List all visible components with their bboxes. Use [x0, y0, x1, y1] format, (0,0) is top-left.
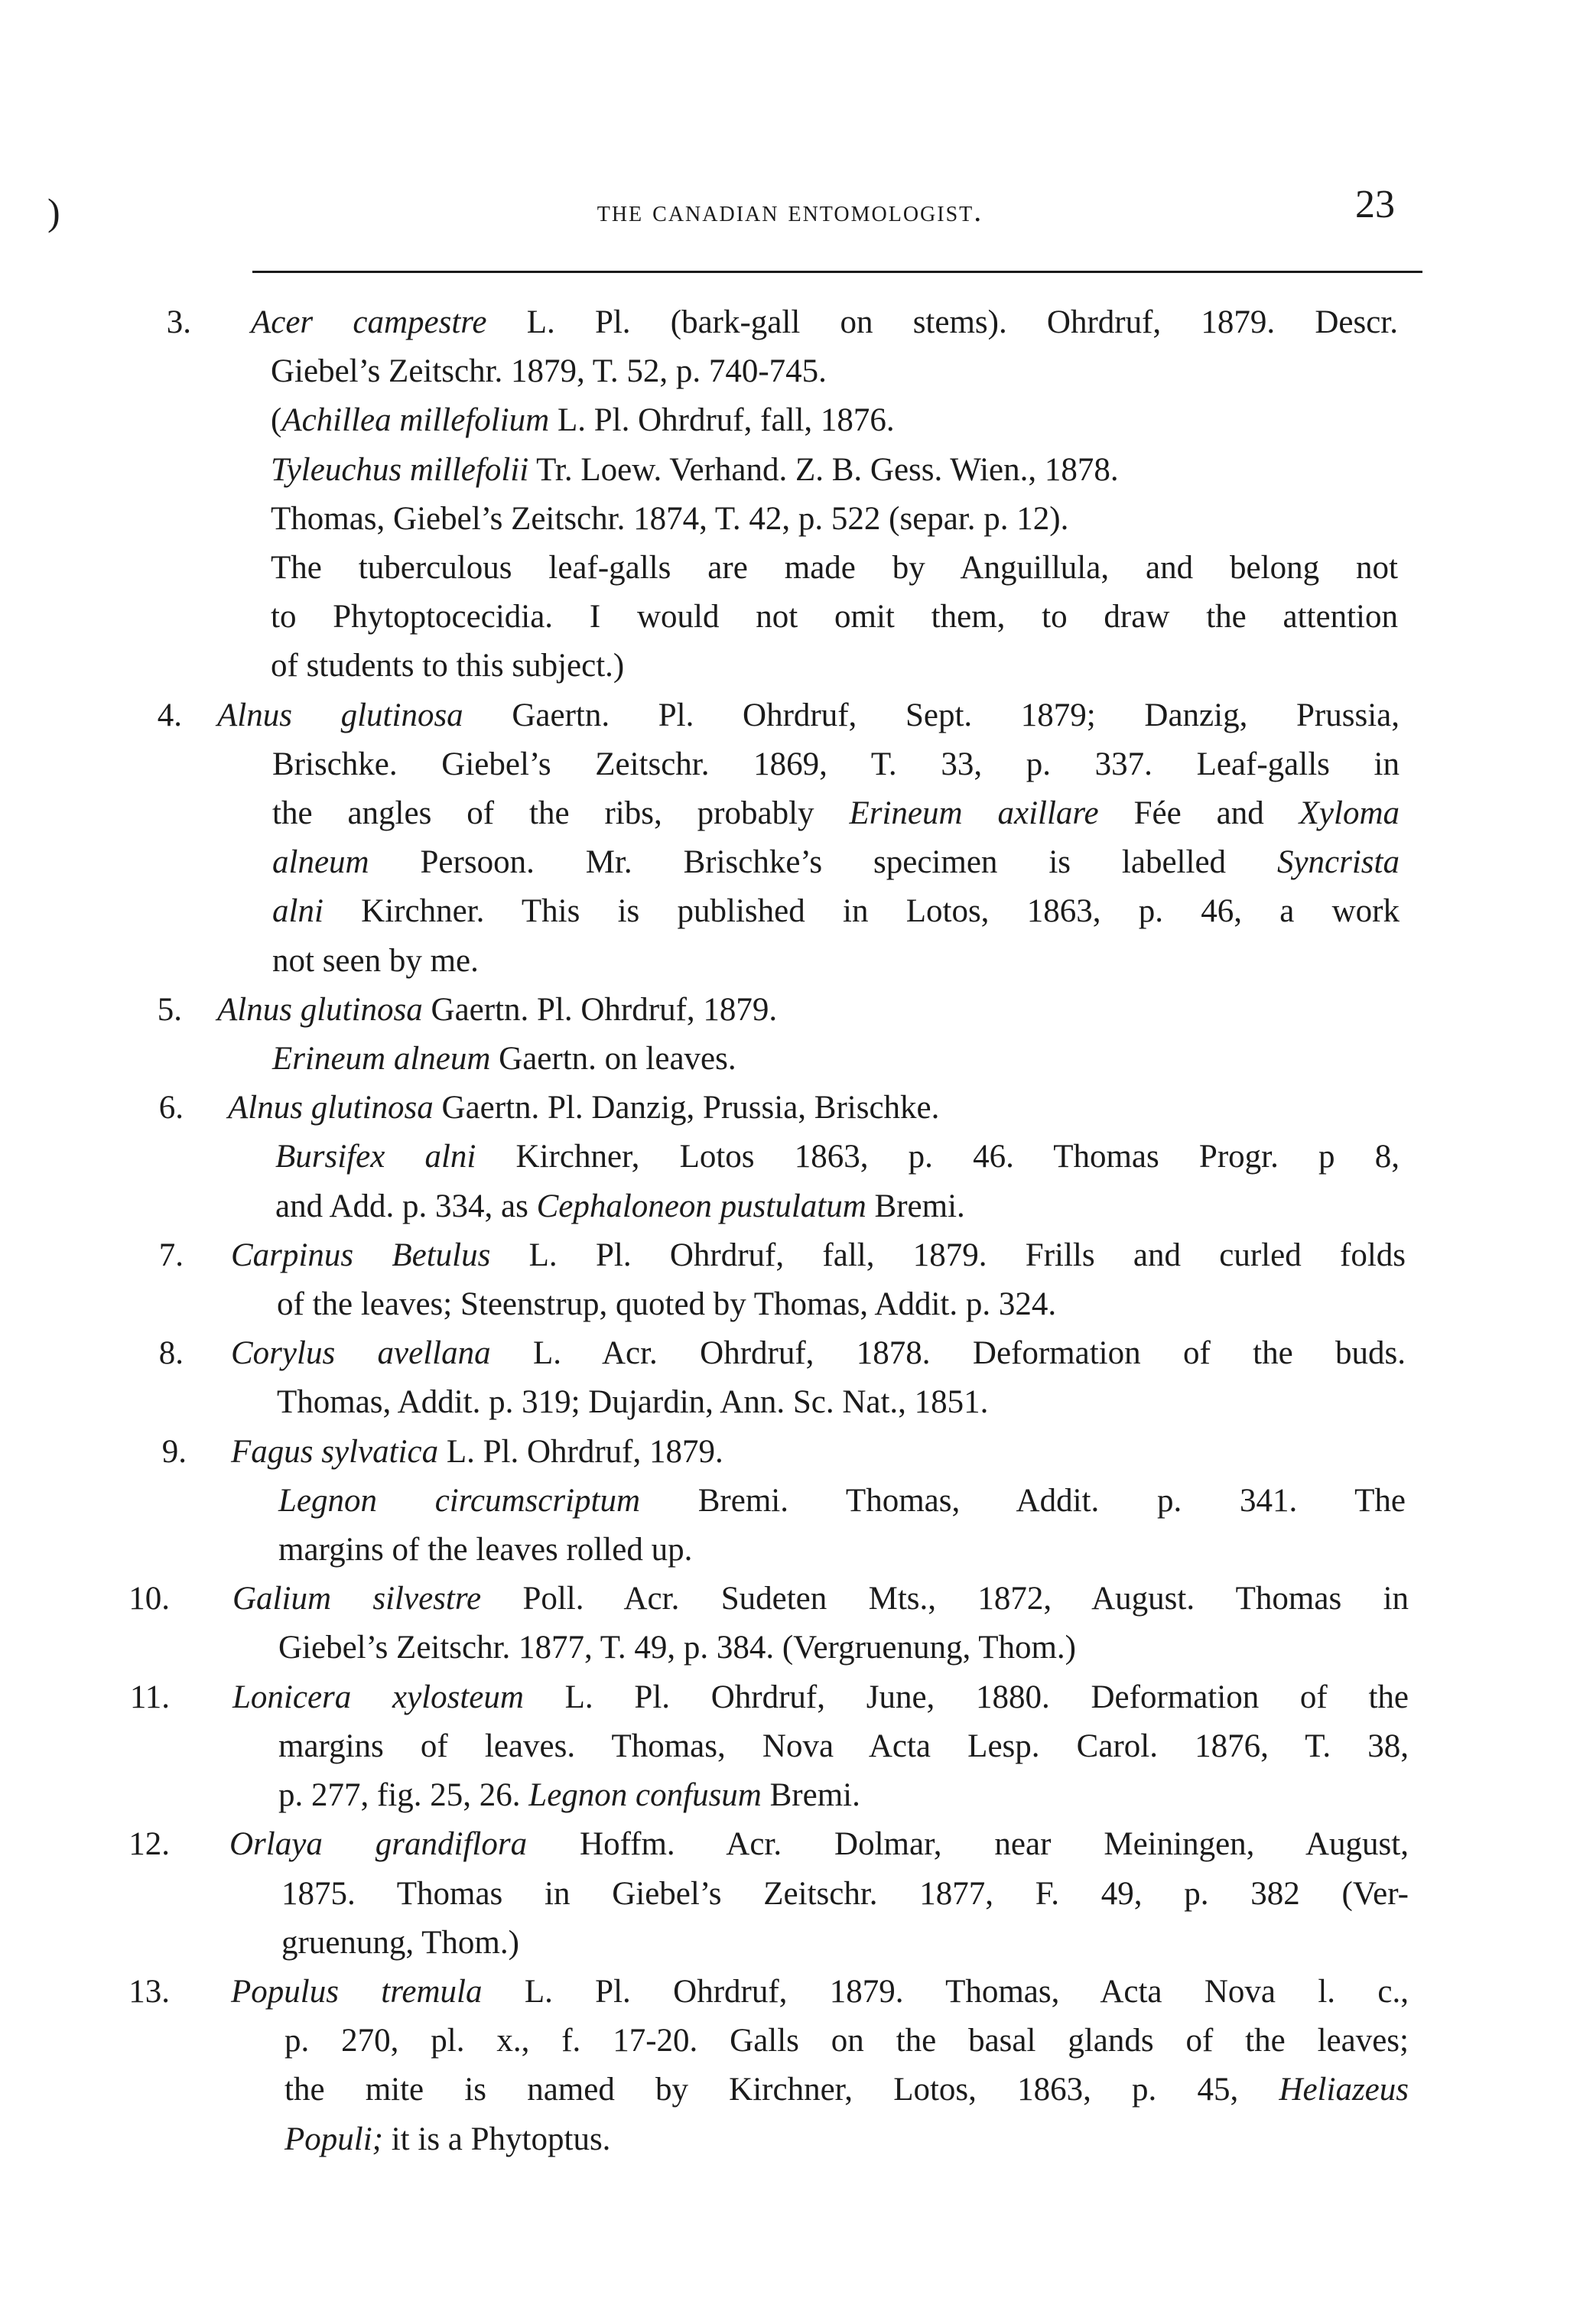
header-rule [252, 271, 1422, 273]
entry [0, 1673, 1580, 1821]
line-text: p. 277, fig. 25, 26. [278, 1777, 529, 1814]
line-text: Tr. Loew. Verhand. Z. B. Gess. Wien., 1878. [528, 451, 1119, 488]
line-text: Giebel’s Zeitschr. 1877, T. 49, p. 384. (Vergruenung, Thom.) [278, 1630, 1077, 1666]
line-text: L. Acr. Ohrdruf, 1878. Deformation of the buds. [490, 1335, 1406, 1372]
entry-number: 11. [129, 1679, 170, 1715]
taxon-name: Legnon confusum [528, 1777, 762, 1814]
line-text: 1875. Thomas in Giebel’s Zeitschr. 1877, F. 49, p. 382 (Ver- [281, 1875, 1409, 1912]
taxon-name: Alnus glutinosa [217, 991, 423, 1028]
taxon-name: Erineum alneum [272, 1041, 491, 1077]
line-text: Thomas, Addit. p. 319; Dujardin, Ann. Sc. Nat., 1851. [277, 1384, 989, 1421]
entry-line [229, 1820, 1409, 1869]
entry-line [232, 1673, 1409, 1722]
line-text: the mite is named by Kirchner, Lotos, 1863, p. 45, [284, 2072, 1279, 2108]
line-text: gruenung, Thom.) [281, 1924, 519, 1961]
entry [0, 1084, 1580, 1231]
journal-title: the canadian entomologist. [597, 193, 983, 228]
entry-number: 5. [157, 991, 182, 1028]
line-text: of students to this subject.) [271, 648, 625, 684]
line-text: Giebel’s Zeitschr. 1879, T. 52, p. 740-745. [271, 353, 827, 390]
line-text: L. Pl. Ohrdruf, 1879. Thomas, Acta Nova l. c., [482, 1973, 1409, 2010]
entry-number: 12. [128, 1826, 170, 1863]
entry-line [271, 544, 1398, 593]
entry-number: 13. [128, 1973, 170, 2010]
taxon-name: Tyleuchus millefolii [271, 451, 529, 488]
entry-list [0, 298, 1580, 2164]
line-text: ( [271, 402, 282, 439]
taxon-name: Alnus glutinosa [228, 1090, 434, 1126]
taxon-name: Populi; [284, 2121, 383, 2157]
entry-line [231, 1968, 1409, 2017]
page-number: 23 [1355, 183, 1395, 226]
taxon-name: Heliazeus [1279, 2072, 1409, 2108]
entry-line [284, 2017, 1409, 2066]
taxon-name: Syncrista [1276, 844, 1400, 881]
entry-number: 9. [161, 1433, 187, 1470]
entry-line [271, 396, 1398, 445]
entry-line [272, 740, 1400, 789]
taxon-name: alneum [272, 844, 369, 881]
entry-line [275, 1182, 1400, 1231]
taxon-name: Bursifex alni [275, 1139, 476, 1175]
line-text: and Add. p. 334, as [275, 1188, 537, 1224]
entry-line [231, 1428, 1406, 1477]
taxon-name: Galium silvestre [232, 1581, 482, 1617]
line-text: Gaertn. Pl. Ohrdruf, 1879. [422, 991, 778, 1028]
entry-line [278, 1526, 1406, 1575]
taxon-name: Populus tremula [231, 1973, 483, 2010]
line-text: Bremi. Thomas, Addit. p. 341. The [640, 1482, 1406, 1519]
entry [0, 986, 1580, 1084]
running-header [0, 182, 1580, 236]
entry [0, 1329, 1580, 1427]
entry-line [272, 838, 1400, 887]
line-text: L. Pl. (bark-gall on stems). Ohrdruf, 1879. Descr. [486, 304, 1398, 340]
entry-line [281, 1870, 1409, 1919]
entry-line [281, 1919, 1409, 1968]
entry-line [272, 789, 1400, 838]
entry [0, 1428, 1580, 1575]
line-text: L. Pl. Ohrdruf, fall, 1876. [549, 402, 895, 439]
entry-line [232, 1575, 1409, 1624]
entry-number: 3. [166, 304, 191, 340]
entry [0, 1820, 1580, 1968]
taxon-name: Fagus sylvatica [231, 1433, 439, 1470]
margin-mark: ) [47, 190, 60, 233]
taxon-name: Carpinus Betulus [231, 1237, 491, 1273]
entry [0, 1575, 1580, 1672]
entry-line [217, 691, 1400, 740]
line-text: margins of leaves. Thomas, Nova Acta Lesp. Carol. 1876, T. 38, [278, 1728, 1409, 1764]
entry [0, 1231, 1580, 1329]
line-text: The tuberculous leaf-galls are made by Anguillula, and belong not [271, 550, 1398, 587]
entry-line [272, 1035, 1400, 1084]
entry [0, 1968, 1580, 2164]
entry-line [284, 2066, 1409, 2114]
line-text: margins of the leaves rolled up. [278, 1532, 693, 1568]
entry-number: 7. [158, 1237, 184, 1273]
line-text: L. Pl. Ohrdruf, fall, 1879. Frills and curled folds [490, 1237, 1406, 1273]
line-text: Persoon. Mr. Brischke’s specimen is labelled [369, 844, 1277, 881]
entry [0, 691, 1580, 986]
taxon-name: Lonicera xylosteum [232, 1679, 524, 1715]
line-text: Gaertn. on leaves. [490, 1041, 736, 1077]
entry-number: 10. [128, 1581, 170, 1617]
taxon-name: Corylus avellana [231, 1335, 491, 1372]
line-text: of the leaves; Steenstrup, quoted by Thomas, Addit. p. 324. [277, 1286, 1057, 1323]
entry-line [271, 347, 1398, 396]
entry-line [217, 986, 1400, 1035]
entry-line [271, 593, 1398, 642]
taxon-name: Alnus glutinosa [217, 697, 463, 733]
line-text: L. Pl. Ohrdruf, 1879. [438, 1433, 723, 1470]
line-text: to Phytoptocecidia. I would not omit them, to draw the attention [271, 599, 1398, 635]
line-text: the angles of the ribs, probably [272, 795, 850, 832]
line-text: Hoffm. Acr. Dolmar, near Meiningen, August, [527, 1826, 1409, 1863]
entry-line [272, 937, 1400, 986]
line-text: Thomas, Giebel’s Zeitschr. 1874, T. 42, p. 522 (separ. p. 12). [271, 500, 1069, 537]
line-text: Bremi. [761, 1777, 860, 1814]
line-text: Fée and [1098, 795, 1299, 832]
entry-line [278, 1624, 1409, 1672]
taxon-name: Xyloma [1299, 795, 1400, 832]
line-text: Kirchner. This is published in Lotos, 1863, p. 46, a work [323, 893, 1400, 930]
entry-number: 6. [158, 1090, 184, 1126]
taxon-name: Erineum axillare [849, 795, 1099, 832]
line-text: Kirchner, Lotos 1863, p. 46. Thomas Progr. p 8, [476, 1139, 1400, 1175]
line-text: Brischke. Giebel’s Zeitschr. 1869, T. 33, p. 337. Leaf-galls in [272, 746, 1400, 782]
line-text: p. 270, pl. x., f. 17-20. Galls on the basal glands of the leaves; [284, 2023, 1409, 2059]
line-text: Bremi. [866, 1188, 965, 1224]
taxon-name: Orlaya grandiflora [229, 1826, 528, 1863]
entry-line [277, 1280, 1406, 1329]
line-text: it is a Phytoptus. [382, 2121, 611, 2157]
entry-line [278, 1722, 1409, 1771]
entry-number: 8. [158, 1335, 184, 1372]
entry-line [275, 1133, 1400, 1182]
taxon-name: Cephaloneon pustulatum [536, 1188, 866, 1224]
entry-line [278, 1477, 1406, 1526]
entry-line [271, 642, 1398, 691]
entry-line [231, 1329, 1406, 1378]
taxon-name: Legnon circumscriptum [278, 1482, 641, 1519]
line-text: not seen by me. [272, 942, 479, 979]
entry-line [271, 446, 1398, 495]
entry-line [284, 2115, 1409, 2164]
entry [0, 298, 1580, 691]
entry-line [271, 495, 1398, 544]
taxon-name: Achillea millefolium [281, 402, 550, 439]
entry-line [277, 1378, 1406, 1427]
entry-line [231, 1231, 1406, 1280]
taxon-name: Acer campestre [251, 304, 487, 340]
taxon-name: alni [272, 893, 323, 930]
line-text: Poll. Acr. Sudeten Mts., 1872, August. Thomas in [481, 1581, 1409, 1617]
line-text: Gaertn. Pl. Ohrdruf, Sept. 1879; Danzig, Prussia, [463, 697, 1400, 733]
entry-line [278, 1771, 1409, 1820]
entry-line [251, 298, 1398, 347]
entry-line [228, 1084, 1400, 1133]
entry-number: 4. [157, 697, 182, 733]
entry-line [272, 887, 1400, 936]
line-text: Gaertn. Pl. Danzig, Prussia, Brischke. [433, 1090, 940, 1126]
line-text: L. Pl. Ohrdruf, June, 1880. Deformation of the [523, 1679, 1409, 1715]
